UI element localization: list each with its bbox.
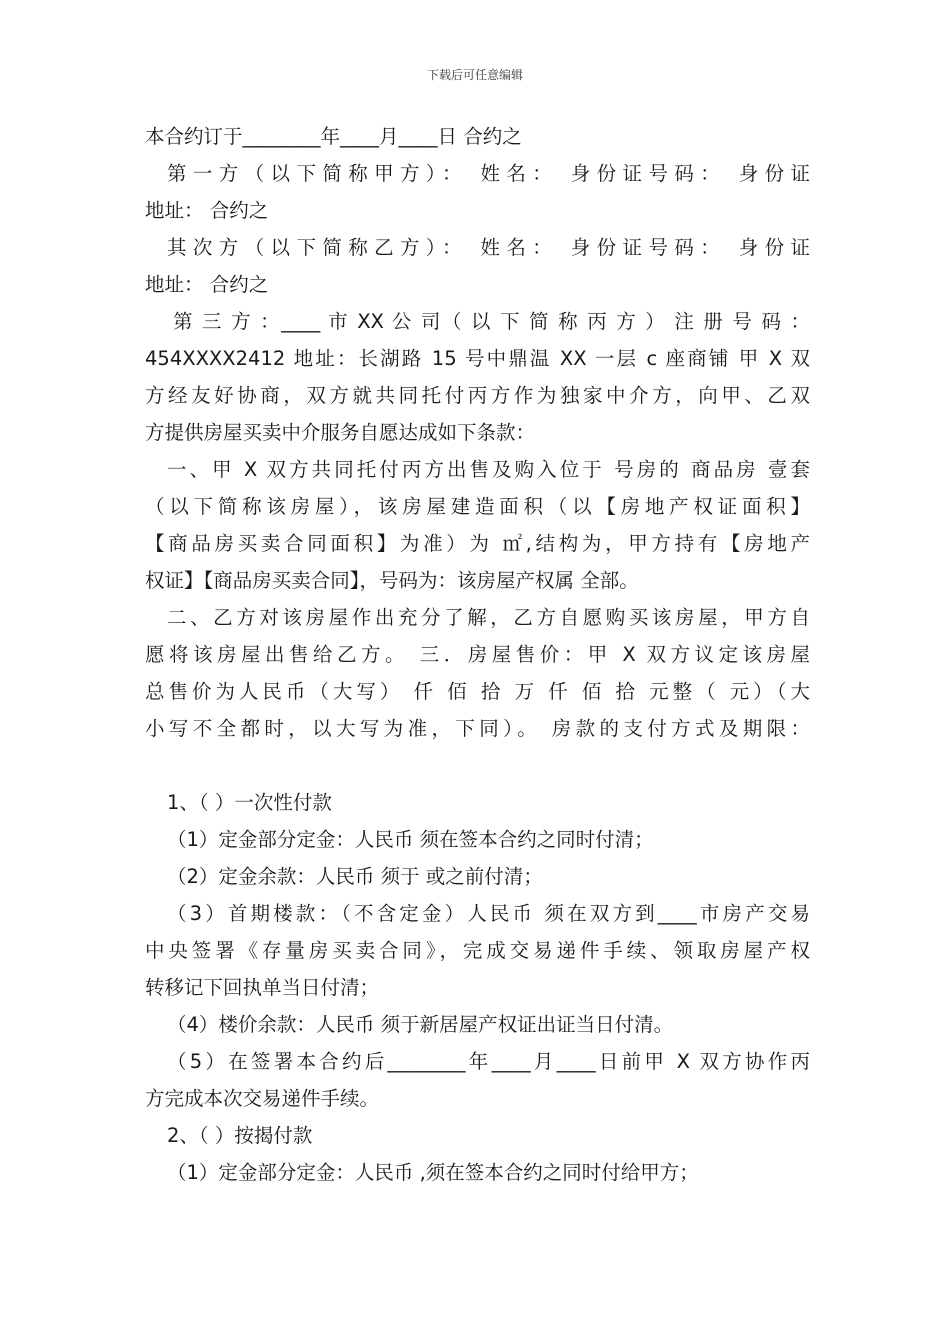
payment-option-1-heading: 1、（ ）一次性付款 <box>167 791 332 814</box>
page-header-note: 下载后可任意编辑 <box>426 68 523 82</box>
party-a-address-line: 地址： 合约之 <box>145 199 269 222</box>
clause-3-line: 愿将该房屋出售给乙方。 三．房屋售价：甲 X 双方议定该房屋 <box>145 643 810 666</box>
party-c-line: 第 三 方 ：____ 市 XX 公 司（ 以 下 简 称 丙 方 ） 注 册 号 码 ： <box>173 310 810 333</box>
clause-3-line: 小写不全都时，以大写为准，下同）。 房款的支付方式及期限： <box>145 717 810 740</box>
paragraph-line: 方经友好协商，双方就共同托付丙方作为独家中介方，向甲、乙双 <box>145 384 810 407</box>
payment-item: （4）楼价余款：人民币 须于新居屋产权证出证当日付清。 <box>167 1013 674 1036</box>
clause-1-line: 【商品房买卖合同面积】为准）为 ㎡,结构为，甲方持有【房地产 <box>145 532 810 555</box>
payment-item: 方完成本次交易递件手续。 <box>145 1087 380 1110</box>
party-a-line: 第一方（以下简称甲方）： 姓名： 身份证号码： 身份证 <box>167 162 810 185</box>
payment-item: （1）定金部分定金：人民币 须在签本合约之同时付清； <box>167 828 654 851</box>
payment-item: （3）首期楼款：（不含定金）人民币 须在双方到____市房产交易 <box>167 902 810 925</box>
contract-date-line: 本合约订于________年____月____日 合约之 <box>145 125 522 148</box>
clause-1-line: （以下简称该房屋），该房屋建造面积（以【房地产权证面积】 <box>145 495 810 518</box>
clause-3-line: 总售价为人民币（大写） 仟 佰 拾 万 仟 佰 拾 元整（ 元）（大 <box>145 680 810 703</box>
payment-option-2-heading: 2、（ ）按揭付款 <box>167 1124 313 1147</box>
payment-item: （2）定金余款：人民币 须于 或之前付清； <box>167 865 543 888</box>
blank-line <box>145 747 810 784</box>
party-b-address-line: 地址： 合约之 <box>145 273 269 296</box>
contract-body <box>145 118 810 1191</box>
payment-item: 转移记下回执单当日付清； <box>145 976 380 999</box>
payment-item: （1）定金部分定金：人民币 ,须在签本合约之同时付给甲方； <box>167 1161 699 1184</box>
paragraph-line: 方提供房屋买卖中介服务自愿达成如下条款： <box>145 421 536 444</box>
clause-1-line: 一、甲 X 双方共同托付丙方出售及购入位于 号房的 商品房 壹套 <box>167 458 810 481</box>
clause-1-line: 权证】【商品房买卖合同】，号码为：该房屋产权属 全部。 <box>145 569 639 592</box>
party-b-line: 其次方（以下简称乙方）： 姓名： 身份证号码： 身份证 <box>167 236 810 259</box>
payment-item: 中央签署《存量房买卖合同》，完成交易递件手续、领取房屋产权 <box>145 939 810 962</box>
clause-2-line: 二、乙方对该房屋作出充分了解，乙方自愿购买该房屋，甲方自 <box>167 606 810 629</box>
payment-item: （5）在签署本合约后________年____月____日前甲 X 双方协作丙 <box>167 1050 810 1073</box>
party-c-address-line: 454XXXX2412 地址：长湖路 15 号中鼎温 XX 一层 c 座商铺 甲 X 双 <box>145 347 810 370</box>
